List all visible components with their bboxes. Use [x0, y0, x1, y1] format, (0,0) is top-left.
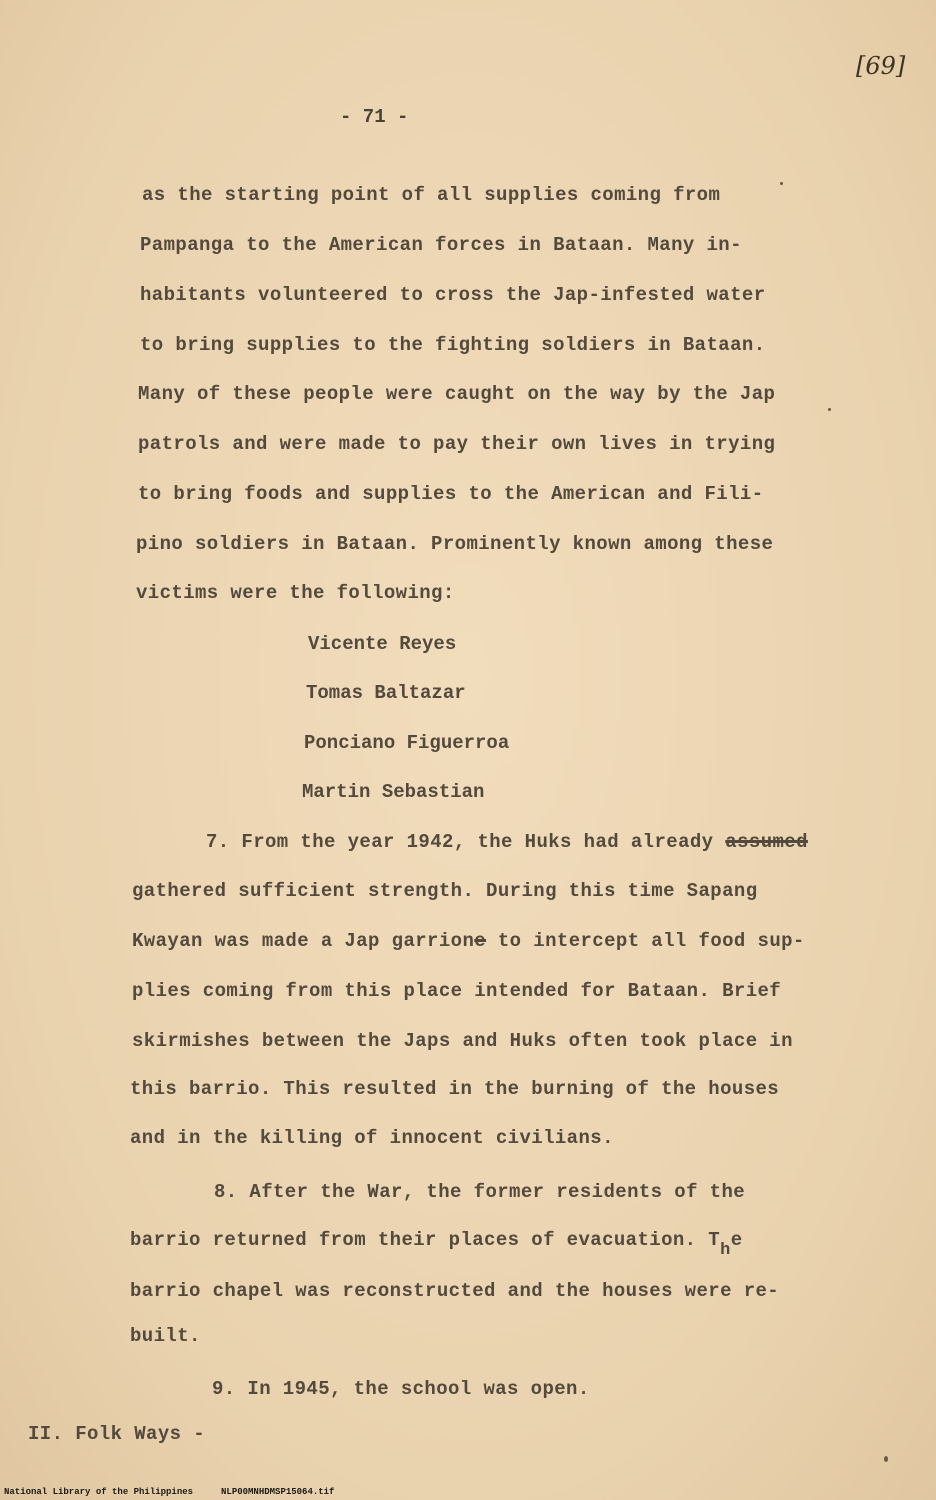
paper-speck: [884, 1456, 888, 1462]
archive-page-mark: [69]: [856, 52, 906, 80]
footer-source: National Library of the Philippines: [4, 1487, 194, 1497]
paragraph-7-line: plies coming from this place intended for Bataan. Brief: [132, 980, 782, 1002]
paragraph-7-line: this barrio. This resulted in the burning of the houses: [130, 1078, 780, 1100]
text-line: victims were the following:: [136, 582, 455, 604]
text-line: Pampanga to the American forces in Bataan. Many in-: [140, 234, 742, 256]
paragraph-7-line: 7. From the year 1942, the Huks had already assumed: [206, 831, 808, 853]
paragraph-7-line: and in the killing of innocent civilians.: [130, 1127, 614, 1149]
struck-word: assumed: [725, 831, 808, 853]
paragraph-8-line: 8. After the War, the former residents of the: [214, 1181, 746, 1203]
page-number: - 71 -: [340, 106, 409, 128]
paragraph-8-line: barrio returned from their places of evacuation. The: [130, 1229, 743, 1260]
footer-filename: NLP00MNHDMSP15064.tif: [221, 1487, 335, 1497]
paragraph-7-line: gathered sufficient strength. During this time Sapang: [132, 880, 758, 902]
text-line: to bring supplies to the fighting soldiers in Bataan.: [140, 334, 766, 356]
section-heading: II. Folk Ways -: [28, 1423, 206, 1445]
struck-letter: e: [474, 930, 487, 952]
victim-name: Tomas Baltazar: [306, 682, 466, 704]
text-line: habitants volunteered to cross the Jap-infested water: [140, 284, 766, 306]
paragraph-8-line: built.: [130, 1325, 201, 1347]
paragraph-7-line: skirmishes between the Japs and Huks often took place in: [132, 1030, 793, 1052]
paper-speck: [780, 182, 783, 185]
victim-name: Vicente Reyes: [308, 633, 457, 655]
text-line: patrols and were made to pay their own lives in trying: [138, 433, 776, 455]
paragraph-7-line: Kwayan was made a Jap garrione to intercept all food sup-: [132, 930, 805, 952]
archive-footer: [4, 1487, 334, 1497]
text-line: as the starting point of all supplies coming from: [142, 184, 721, 206]
paragraph-9-line: 9. In 1945, the school was open.: [212, 1378, 590, 1400]
text-line: pino soldiers in Bataan. Prominently known among these: [136, 533, 774, 555]
victim-name: Ponciano Figuerroa: [304, 732, 510, 754]
paragraph-8-line: barrio chapel was reconstructed and the houses were re-: [130, 1280, 780, 1302]
text-line: to bring foods and supplies to the American and Fili-: [138, 483, 764, 505]
victim-name: Martin Sebastian: [302, 781, 485, 803]
text-line: Many of these people were caught on the way by the Jap: [138, 383, 776, 405]
paper-speck: [828, 408, 831, 411]
